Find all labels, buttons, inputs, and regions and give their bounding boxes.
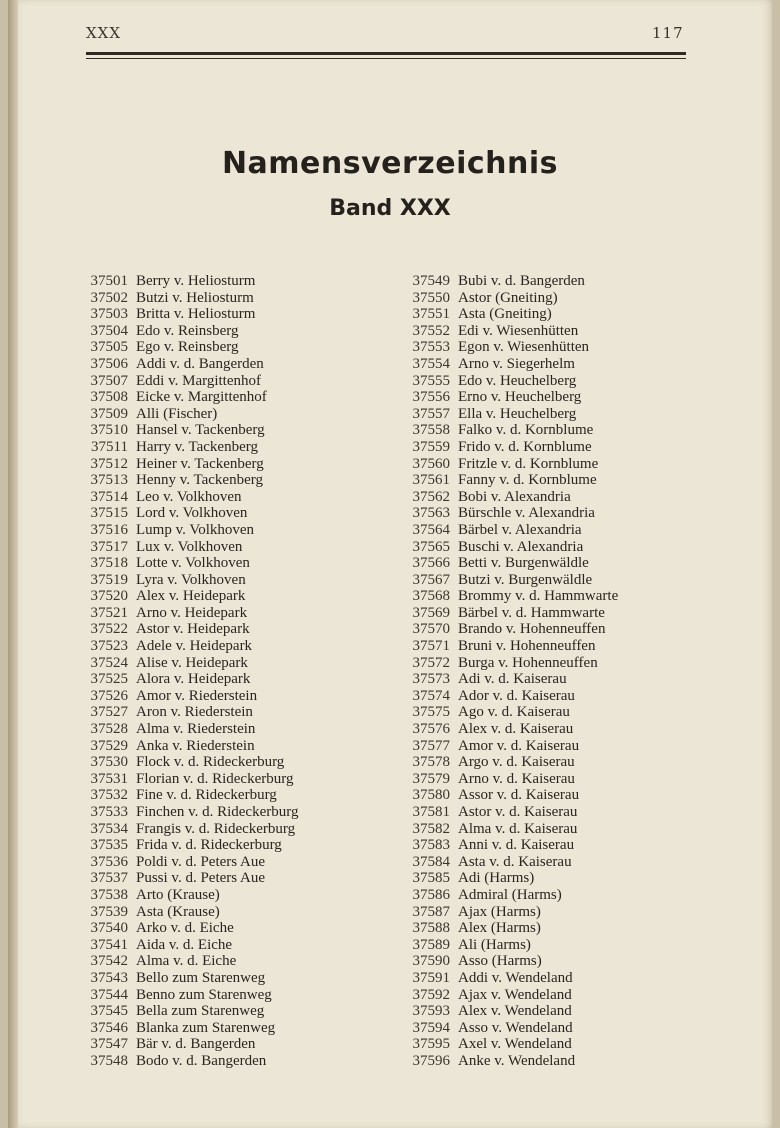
entry-number: 37546 — [90, 1019, 128, 1036]
entry-number: 37527 — [90, 704, 128, 721]
entry-number: 37523 — [90, 638, 128, 655]
entry-number: 37528 — [90, 721, 128, 738]
entry-number: 37537 — [90, 870, 128, 887]
index-entry — [402, 306, 618, 323]
index-entry — [402, 970, 618, 987]
entry-name: Ali (Harms) — [458, 936, 531, 953]
entry-name: Frida v. d. Rideckerburg — [136, 837, 282, 854]
index-entry — [80, 738, 298, 755]
entry-number: 37585 — [412, 870, 450, 887]
entry-name: Addi v. Wendeland — [458, 969, 573, 986]
entry-number: 37507 — [90, 372, 128, 389]
index-entry — [80, 854, 298, 871]
entry-name: Burga v. Hohenneuffen — [458, 654, 598, 671]
entry-name: Berry v. Heliosturm — [136, 273, 256, 289]
entry-name: Anka v. Riederstein — [136, 737, 255, 754]
entry-number: 37508 — [90, 389, 128, 406]
entry-number: 37561 — [412, 472, 450, 489]
index-entry — [80, 1003, 298, 1020]
entry-number: 37518 — [90, 555, 128, 572]
index-entry — [80, 704, 298, 721]
index-entry — [80, 688, 298, 705]
entry-name: Benno zum Starenweg — [136, 986, 272, 1003]
entry-number: 37514 — [90, 488, 128, 505]
entry-number: 37509 — [90, 405, 128, 422]
entry-name: Leo v. Volkhoven — [136, 488, 242, 505]
entry-name: Bürschle v. Alexandria — [458, 505, 595, 522]
entry-number: 37595 — [412, 1036, 450, 1053]
entry-number: 37593 — [412, 1003, 450, 1020]
entry-number: 37534 — [90, 820, 128, 837]
entry-number: 37556 — [412, 389, 450, 406]
entry-number: 37536 — [90, 853, 128, 870]
index-entry — [80, 621, 298, 638]
index-entry — [80, 572, 298, 589]
index-entry — [80, 339, 298, 356]
index-entry — [402, 373, 618, 390]
entry-number: 37531 — [90, 770, 128, 787]
index-entry — [80, 1053, 298, 1070]
index-entry — [402, 688, 618, 705]
entry-name: Heiner v. Tackenberg — [136, 455, 264, 472]
index-entry — [402, 738, 618, 755]
entry-name: Florian v. d. Rideckerburg — [136, 770, 294, 787]
index-entry — [80, 389, 298, 406]
entry-name: Asso (Harms) — [458, 953, 542, 970]
index-entry — [80, 406, 298, 423]
index-entry — [80, 439, 298, 456]
index-entry — [80, 987, 298, 1004]
entry-name: Argo v. d. Kaiserau — [458, 754, 575, 771]
entry-name: Alli (Fischer) — [136, 405, 218, 422]
index-entry — [80, 804, 298, 821]
entry-name: Alex v. d. Kaiserau — [458, 721, 574, 738]
index-entry — [402, 655, 618, 672]
entry-number: 37565 — [412, 538, 450, 555]
entry-number: 37533 — [90, 804, 128, 820]
entry-number: 37510 — [90, 422, 128, 439]
entry-number: 37563 — [412, 505, 450, 522]
index-entry — [80, 953, 298, 970]
entry-name: Asta (Gneiting) — [458, 306, 552, 323]
entry-number: 37583 — [412, 837, 450, 854]
index-entry — [402, 937, 618, 954]
entry-number: 37568 — [412, 588, 450, 605]
entry-name: Alex (Harms) — [458, 920, 541, 937]
entry-number: 37545 — [90, 1003, 128, 1020]
entry-name: Bär v. d. Bangerden — [136, 1036, 256, 1053]
index-entry — [402, 588, 618, 605]
index-entry — [80, 870, 298, 887]
entry-name: Brando v. Hohenneuffen — [458, 621, 606, 638]
entry-name: Alma v. Riederstein — [136, 721, 256, 738]
entry-number: 37544 — [90, 986, 128, 1003]
page-subtitle: Band XXX — [329, 196, 451, 221]
entry-number: 37504 — [90, 322, 128, 339]
entry-name: Eddi v. Margittenhof — [136, 372, 261, 389]
entry-name: Alma v. d. Kaiserau — [458, 820, 578, 837]
index-entry — [80, 456, 298, 473]
index-entry — [402, 456, 618, 473]
index-column-right — [402, 273, 618, 1070]
entry-number: 37503 — [90, 306, 128, 323]
entry-number: 37552 — [412, 322, 450, 339]
index-entry — [80, 588, 298, 605]
entry-number: 37530 — [90, 754, 128, 771]
entry-number: 37521 — [90, 604, 128, 621]
entry-number: 37554 — [412, 355, 450, 372]
entry-name: Ajax (Harms) — [458, 903, 541, 920]
index-entry — [80, 821, 298, 838]
entry-number: 37540 — [90, 920, 128, 937]
entry-number: 37582 — [412, 820, 450, 837]
index-entry — [402, 1036, 618, 1053]
entry-number: 37550 — [412, 289, 450, 306]
entry-number: 37586 — [412, 886, 450, 903]
index-entry — [80, 787, 298, 804]
entry-number: 37543 — [90, 969, 128, 986]
entry-number: 37571 — [412, 638, 450, 655]
entry-name: Blanka zum Starenweg — [136, 1019, 276, 1036]
entry-name: Fritzle v. d. Kornblume — [458, 455, 599, 472]
entry-number: 37580 — [412, 787, 450, 804]
index-entry — [402, 290, 618, 307]
entry-number: 37557 — [412, 405, 450, 422]
entry-name: Betti v. Burgenwäldle — [458, 555, 589, 572]
index-entry — [402, 754, 618, 771]
index-entry — [402, 953, 618, 970]
index-entry — [80, 290, 298, 307]
index-entry — [80, 539, 298, 556]
entry-name: Lotte v. Volkhoven — [136, 555, 250, 572]
index-entry — [402, 1020, 618, 1037]
running-head-volume: XXX — [86, 24, 122, 42]
index-entry — [80, 837, 298, 854]
index-entry — [80, 638, 298, 655]
entry-name: Lord v. Volkhoven — [136, 505, 248, 522]
index-entry — [80, 887, 298, 904]
index-entry — [402, 721, 618, 738]
entry-number: 37541 — [90, 936, 128, 953]
entry-name: Astor (Gneiting) — [458, 289, 558, 306]
entry-number: 37587 — [412, 903, 450, 920]
entry-name: Arto (Krause) — [136, 886, 220, 903]
entry-number: 37591 — [412, 969, 450, 986]
entry-name: Erno v. Heuchelberg — [458, 389, 582, 406]
index-entry — [80, 472, 298, 489]
entry-number: 37513 — [90, 472, 128, 489]
entry-name: Alise v. Heidepark — [136, 654, 248, 671]
index-entry — [402, 406, 618, 423]
index-entry — [402, 621, 618, 638]
entry-number: 37560 — [412, 455, 450, 472]
index-entry — [80, 721, 298, 738]
entry-number: 37524 — [90, 654, 128, 671]
index-entry — [80, 605, 298, 622]
entry-name: Asta (Krause) — [136, 903, 220, 920]
index-entry — [402, 870, 618, 887]
entry-number: 37525 — [90, 671, 128, 688]
index-entry — [80, 920, 298, 937]
entry-number: 37575 — [412, 704, 450, 721]
entry-name: Hansel v. Tackenberg — [136, 422, 265, 439]
index-entry — [402, 854, 618, 871]
entry-name: Ajax v. Wendeland — [458, 986, 572, 1003]
entry-name: Edo v. Heuchelberg — [458, 372, 577, 389]
index-entry — [80, 422, 298, 439]
entry-number: 37589 — [412, 936, 450, 953]
entry-number: 37502 — [90, 289, 128, 306]
entry-number: 37558 — [412, 422, 450, 439]
entry-name: Asta v. d. Kaiserau — [458, 853, 572, 870]
index-entry — [402, 489, 618, 506]
entry-number: 37526 — [90, 687, 128, 704]
entry-number: 37588 — [412, 920, 450, 937]
entry-name: Egon v. Wiesenhütten — [458, 339, 590, 356]
entry-number: 37520 — [90, 588, 128, 605]
page-number: 117 — [652, 24, 684, 42]
entry-name: Frido v. d. Kornblume — [458, 438, 592, 455]
entry-name: Arno v. Siegerhelm — [458, 355, 575, 372]
entry-number: 37570 — [412, 621, 450, 638]
entry-name: Arno v. d. Kaiserau — [458, 770, 575, 787]
index-entry — [402, 987, 618, 1004]
entry-number: 37538 — [90, 886, 128, 903]
index-entry — [402, 273, 618, 290]
entry-name: Admiral (Harms) — [458, 886, 562, 903]
entry-number: 37566 — [412, 555, 450, 572]
header-rule-thin — [86, 58, 686, 59]
entry-number: 37542 — [90, 953, 128, 970]
index-entry — [80, 754, 298, 771]
entry-number: 37590 — [412, 953, 450, 970]
entry-name: Bruni v. Hohenneuffen — [458, 638, 596, 655]
entry-name: Edo v. Reinsberg — [136, 322, 239, 339]
index-entry — [80, 904, 298, 921]
entry-number: 37574 — [412, 687, 450, 704]
entry-name: Finchen v. d. Rideckerburg — [136, 804, 299, 820]
entry-name: Astor v. Heidepark — [136, 621, 250, 638]
entry-number: 37596 — [412, 1052, 450, 1069]
entry-number: 37551 — [412, 306, 450, 323]
index-entry — [402, 422, 618, 439]
entry-name: Adi (Harms) — [458, 870, 535, 887]
entry-name: Pussi v. d. Peters Aue — [136, 870, 266, 887]
entry-number: 37515 — [90, 505, 128, 522]
entry-name: Buschi v. Alexandria — [458, 538, 584, 555]
index-entry — [402, 638, 618, 655]
index-entry — [402, 323, 618, 340]
entry-name: Alma v. d. Eiche — [136, 953, 237, 970]
header-rule-thick — [86, 52, 686, 55]
entry-number: 37547 — [90, 1036, 128, 1053]
entry-number: 37577 — [412, 737, 450, 754]
index-entry — [402, 671, 618, 688]
index-entry — [402, 704, 618, 721]
entry-number: 37501 — [90, 273, 128, 289]
entry-name: Addi v. d. Bangerden — [136, 355, 264, 372]
entry-name: Lux v. Volkhoven — [136, 538, 243, 555]
index-entry — [80, 505, 298, 522]
entry-name: Edi v. Wiesenhütten — [458, 322, 579, 339]
page-title: Namensverzeichnis — [221, 146, 559, 181]
entry-name: Bärbel v. Alexandria — [458, 521, 582, 538]
entry-number: 37576 — [412, 721, 450, 738]
entry-number: 37559 — [412, 438, 450, 455]
entry-name: Axel v. Wendeland — [458, 1036, 572, 1053]
entry-name: Britta v. Heliosturm — [136, 306, 256, 323]
index-entry — [402, 339, 618, 356]
index-entry — [80, 1020, 298, 1037]
index-entry — [402, 555, 618, 572]
entry-number: 37506 — [90, 355, 128, 372]
index-entry — [402, 1003, 618, 1020]
entry-name: Eicke v. Margittenhof — [136, 389, 267, 406]
entry-number: 37573 — [412, 671, 450, 688]
entry-name: Alex v. Heidepark — [136, 588, 246, 605]
entry-number: 37594 — [412, 1019, 450, 1036]
entry-number: 37572 — [412, 654, 450, 671]
entry-number: 37505 — [90, 339, 128, 356]
entry-name: Fanny v. d. Kornblume — [458, 472, 597, 489]
entry-name: Henny v. Tackenberg — [136, 472, 263, 489]
entry-number: 37511 — [91, 438, 128, 455]
entry-name: Astor v. d. Kaiserau — [458, 804, 578, 820]
entry-name: Amor v. Riederstein — [136, 687, 258, 704]
index-entry — [80, 671, 298, 688]
entry-number: 37579 — [412, 770, 450, 787]
index-entry — [402, 505, 618, 522]
entry-name: Arno v. Heidepark — [136, 604, 248, 621]
entry-name: Lump v. Volkhoven — [136, 521, 255, 538]
entry-name: Fine v. d. Rideckerburg — [136, 787, 277, 804]
index-entry — [402, 572, 618, 589]
entry-number: 37567 — [412, 571, 450, 588]
entry-number: 37517 — [90, 538, 128, 555]
index-entry — [402, 887, 618, 904]
entry-name: Assor v. d. Kaiserau — [458, 787, 580, 804]
entry-number: 37516 — [90, 521, 128, 538]
entry-name: Butzi v. Burgenwäldle — [458, 571, 593, 588]
entry-name: Bärbel v. d. Hammwarte — [458, 604, 605, 621]
index-entry — [402, 787, 618, 804]
entry-number: 37569 — [412, 604, 450, 621]
entry-name: Bello zum Starenweg — [136, 969, 266, 986]
entry-name: Ella v. Heuchelberg — [458, 405, 577, 422]
index-entry — [402, 472, 618, 489]
index-entry — [402, 439, 618, 456]
entry-name: Lyra v. Volkhoven — [136, 571, 246, 588]
entry-number: 37578 — [412, 754, 450, 771]
entry-name: Adi v. d. Kaiserau — [458, 671, 567, 688]
entry-name: Butzi v. Heliosturm — [136, 289, 254, 306]
entry-number: 37581 — [412, 804, 450, 820]
index-entry — [80, 489, 298, 506]
entry-name: Falko v. d. Kornblume — [458, 422, 594, 439]
entry-name: Asso v. Wendeland — [458, 1019, 573, 1036]
entry-name: Bodo v. d. Bangerden — [136, 1052, 267, 1069]
entry-number: 37555 — [412, 372, 450, 389]
index-entry — [80, 373, 298, 390]
index-entry — [402, 837, 618, 854]
entry-name: Poldi v. d. Peters Aue — [136, 853, 266, 870]
entry-name: Ago v. d. Kaiserau — [458, 704, 570, 721]
entry-name: Harry v. Tackenberg — [136, 438, 258, 455]
index-entry — [402, 389, 618, 406]
entry-name: Aida v. d. Eiche — [136, 936, 233, 953]
entry-number: 37539 — [90, 903, 128, 920]
index-entry — [80, 273, 298, 290]
index-column-left — [80, 273, 298, 1070]
index-entry — [80, 306, 298, 323]
entry-name: Alex v. Wendeland — [458, 1003, 572, 1020]
entry-name: Amor v. d. Kaiserau — [458, 737, 580, 754]
entry-name: Flock v. d. Rideckerburg — [136, 754, 285, 771]
entry-name: Anke v. Wendeland — [458, 1052, 576, 1069]
entry-number: 37535 — [90, 837, 128, 854]
index-entry — [80, 555, 298, 572]
entry-name: Alora v. Heidepark — [136, 671, 251, 688]
entry-number: 37519 — [90, 571, 128, 588]
entry-name: Arko v. d. Eiche — [136, 920, 234, 937]
index-entry — [402, 522, 618, 539]
entry-name: Brommy v. d. Hammwarte — [458, 588, 619, 605]
entry-name: Adele v. Heidepark — [136, 638, 253, 655]
entry-name: Bubi v. d. Bangerden — [458, 273, 585, 289]
entry-name: Bella zum Starenweg — [136, 1003, 265, 1020]
entry-number: 37522 — [90, 621, 128, 638]
index-entry — [402, 1053, 618, 1070]
index-entry — [402, 804, 618, 821]
index-entry — [402, 904, 618, 921]
entry-name: Bobi v. Alexandria — [458, 488, 571, 505]
entry-number: 37532 — [90, 787, 128, 804]
book-page — [8, 0, 772, 1128]
entry-number: 37564 — [412, 521, 450, 538]
index-entry — [402, 605, 618, 622]
index-entry — [402, 356, 618, 373]
index-entry — [80, 771, 298, 788]
entry-number: 37562 — [412, 488, 450, 505]
index-entry — [402, 920, 618, 937]
index-entry — [80, 970, 298, 987]
entry-name: Ador v. d. Kaiserau — [458, 687, 575, 704]
entry-number: 37548 — [90, 1052, 128, 1069]
index-entry — [80, 1036, 298, 1053]
entry-number: 37549 — [412, 273, 450, 289]
entry-name: Anni v. d. Kaiserau — [458, 837, 575, 854]
index-entry — [80, 356, 298, 373]
entry-name: Aron v. Riederstein — [136, 704, 253, 721]
entry-number: 37512 — [90, 455, 128, 472]
index-entry — [80, 937, 298, 954]
entry-number: 37553 — [412, 339, 450, 356]
entry-name: Ego v. Reinsberg — [136, 339, 239, 356]
index-entry — [402, 771, 618, 788]
index-entry — [80, 323, 298, 340]
index-entry — [80, 522, 298, 539]
index-entry — [402, 539, 618, 556]
index-entry — [80, 655, 298, 672]
entry-number: 37529 — [90, 737, 128, 754]
entry-number: 37592 — [412, 986, 450, 1003]
entry-name: Frangis v. d. Rideckerburg — [136, 820, 296, 837]
entry-number: 37584 — [412, 853, 450, 870]
index-entry — [402, 821, 618, 838]
